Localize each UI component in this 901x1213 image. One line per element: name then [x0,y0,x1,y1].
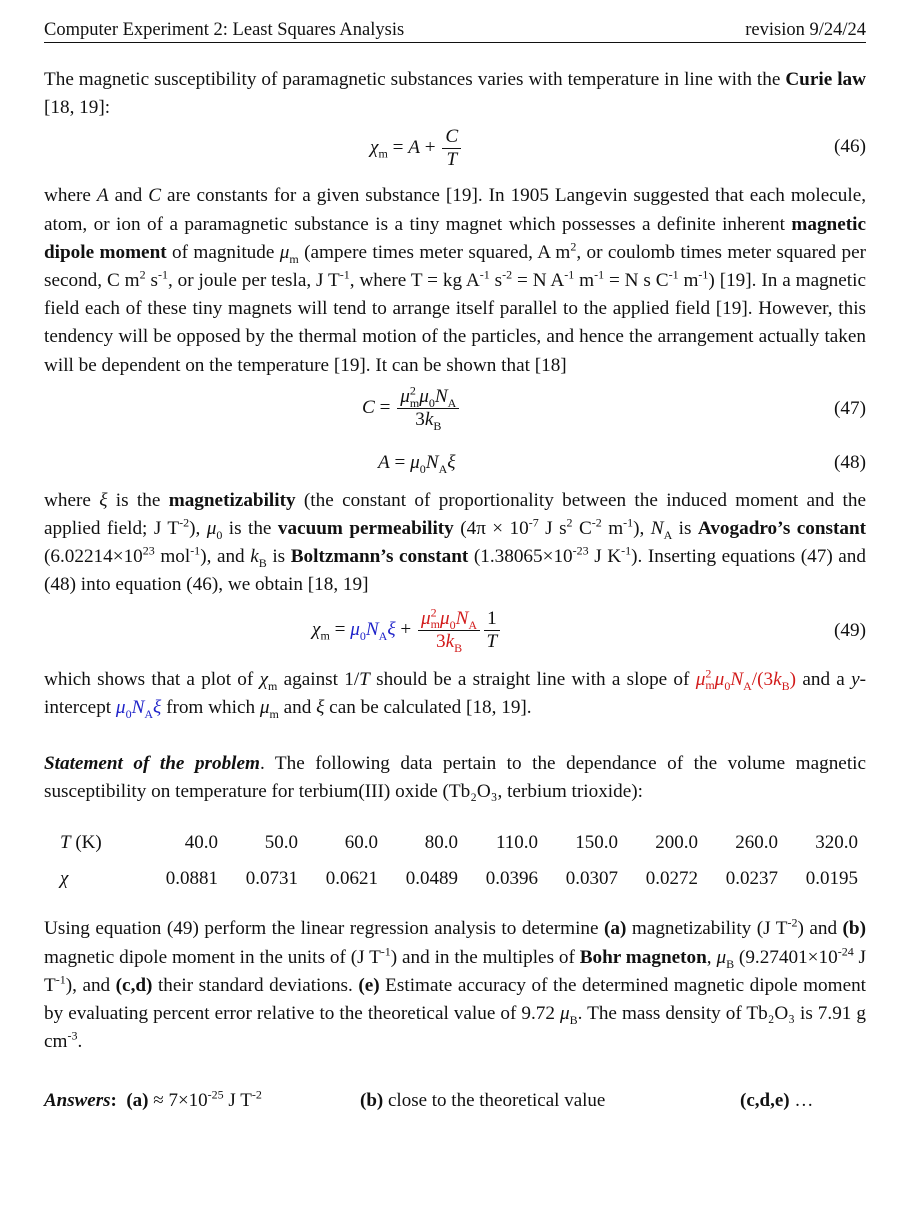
table-cell: 320.0 [815,831,858,853]
constants-paragraph: where ξ is the magnetizability (the constant of proportionality between the induced moment and the applied field; J $T^{-2}$), $\mu_0$ is the vacuum permeability ($4\pi \times 10^{-7}$ J $s^2$ $C^{-2}$ $m^{-1}$), $N_A$ is Avogadro’s constant ($6.02214\times 10^{23}$ mol$^{-1}$), and $k_B$ is Boltzmann’s constant ($1.38065\times 10^{-23}$ J $K^{-1}$). Inserting equations (47) and (48) into equation (46), we obtain [18, 19] [44,489,867,596]
equation-46: $\chi_m = A$ + $\frac{C}{T}$ (46) [370,126,866,171]
table-cell: 0.0396 [485,868,538,890]
equation-number: (47) [834,397,866,419]
table-cell: 0.0489 [405,868,458,890]
table-row [60,828,858,857]
running-header [44,18,866,43]
table-cell: 110.0 [495,831,538,853]
answer-b: (b) close to the theoretical value [360,1090,606,1112]
answer-cde: (c,d,e) … [740,1090,814,1112]
table-cell: 0.0272 [645,868,698,890]
equation-48: $A = \mu_0N_A\xi$ (48) [378,451,866,476]
equation-number: (48) [834,451,866,473]
table-cell: 0.0621 [325,868,378,890]
table-cell: 60.0 [344,831,378,853]
equation-49: $\chi_m = \mu_0N_A\xi$ + $\frac{\mu^2_m\mu_0N_A}{3k_B}$ $\frac{1}{T}$ (49) [312,605,866,655]
answers-line [44,1090,866,1112]
table-cell: 260.0 [735,831,778,853]
header-title: Computer Experiment 2: Least Squares Analysis [44,20,405,40]
table-cell: 0.0307 [565,868,618,890]
slope-paragraph: which shows that a plot of $\chi_m$ against 1/T should be a straight line with a slope of $\mu^2_m\mu_0N_A/(3k_B)$ and a y-intercept $\mu_0N_A\xi$ from which $\mu_m$ and ξ can be calculated [18, 19]. [44,666,866,721]
table-cell: 0.0731 [245,868,298,890]
table-cell: 40.0 [184,831,218,853]
data-table [60,828,858,901]
table-cell: 200.0 [655,831,698,853]
equation-number: (46) [834,136,866,158]
table-cell: 150.0 [575,831,618,853]
intro-paragraph: The magnetic susceptibility of paramagnetic substances varies with temperature in line with the Curie law [18, 19]: [44,69,866,119]
langevin-paragraph: where A and C are constants for a given substance [19]. In 1905 Langevin suggested that each molecule, atom, or ion of a paramagnetic substance is a tiny magnet which possesses a definite inherent magnetic dipole moment of magnitude $\mu_m$ (ampere times meter squared, A $m^2$, or coulomb times meter squared per second, C $m^2$ $s^{-1}$, or joule per tesla, J $T^{-1}$, where T = kg $A^{-1}$ $s^{-2} = N$ $A^{-1}$ $m^{-1} = N$ s $C^{-1}$ $m^{-1}$) [19]. In a magnetic field each of these tiny magnets will tend to arrange itself parallel to the applied field [19]. However, this tendency will be opposed by the thermal motion of the particles, and hence the arrangement actually taken will be dependent on the temperature [19]. It can be shown that [18] [44,185,867,376]
document-page [44,18,866,1112]
table-row [60,857,858,901]
table-cell: 50.0 [264,831,298,853]
equation-number: (49) [834,619,866,641]
task-paragraph: Using equation (49) perform the linear regression analysis to determine (a) magnetizability (J $T^{-2}$) and (b) magnetic dipole moment in the units of (J $T^{-1}$) and in the multiples of Bohr magneton, $\mu_B$ ($9.27401\times 10^{-24}$ J $T^{-1}$), and (c,d) their standard deviations. (e) Estimate accuracy of the determined magnetic dipole moment by evaluating percent error relative to the theoretical value of 9.72 $\mu_B$. The mass density of Tb₂O₃ is 7.91 g $cm^{-3}$. [44,916,867,1053]
answer-a: Answers: $(a) \approx 7\times 10^{-25}$ J $T^{-2}$ [44,1088,262,1112]
table-cell: 80.0 [424,831,458,853]
table-cell: 0.0881 [165,868,218,890]
equation-47: C = $\frac{\mu^2_m\mu_0N_A}{3k_B}$ (47) [362,383,866,433]
problem-statement: Statement of the problem. The following data pertain to the dependance of the volume magnetic susceptibility on temperature for terbium(III) oxide (Tb₂O₃, terbium trioxide): [44,753,866,803]
susceptibility-label: χ [60,868,69,890]
header-revision: revision 9/24/24 [745,20,866,40]
temperature-label: T (K) [60,831,102,853]
table-cell: 0.0237 [725,868,778,890]
table-cell: 0.0195 [805,868,858,890]
